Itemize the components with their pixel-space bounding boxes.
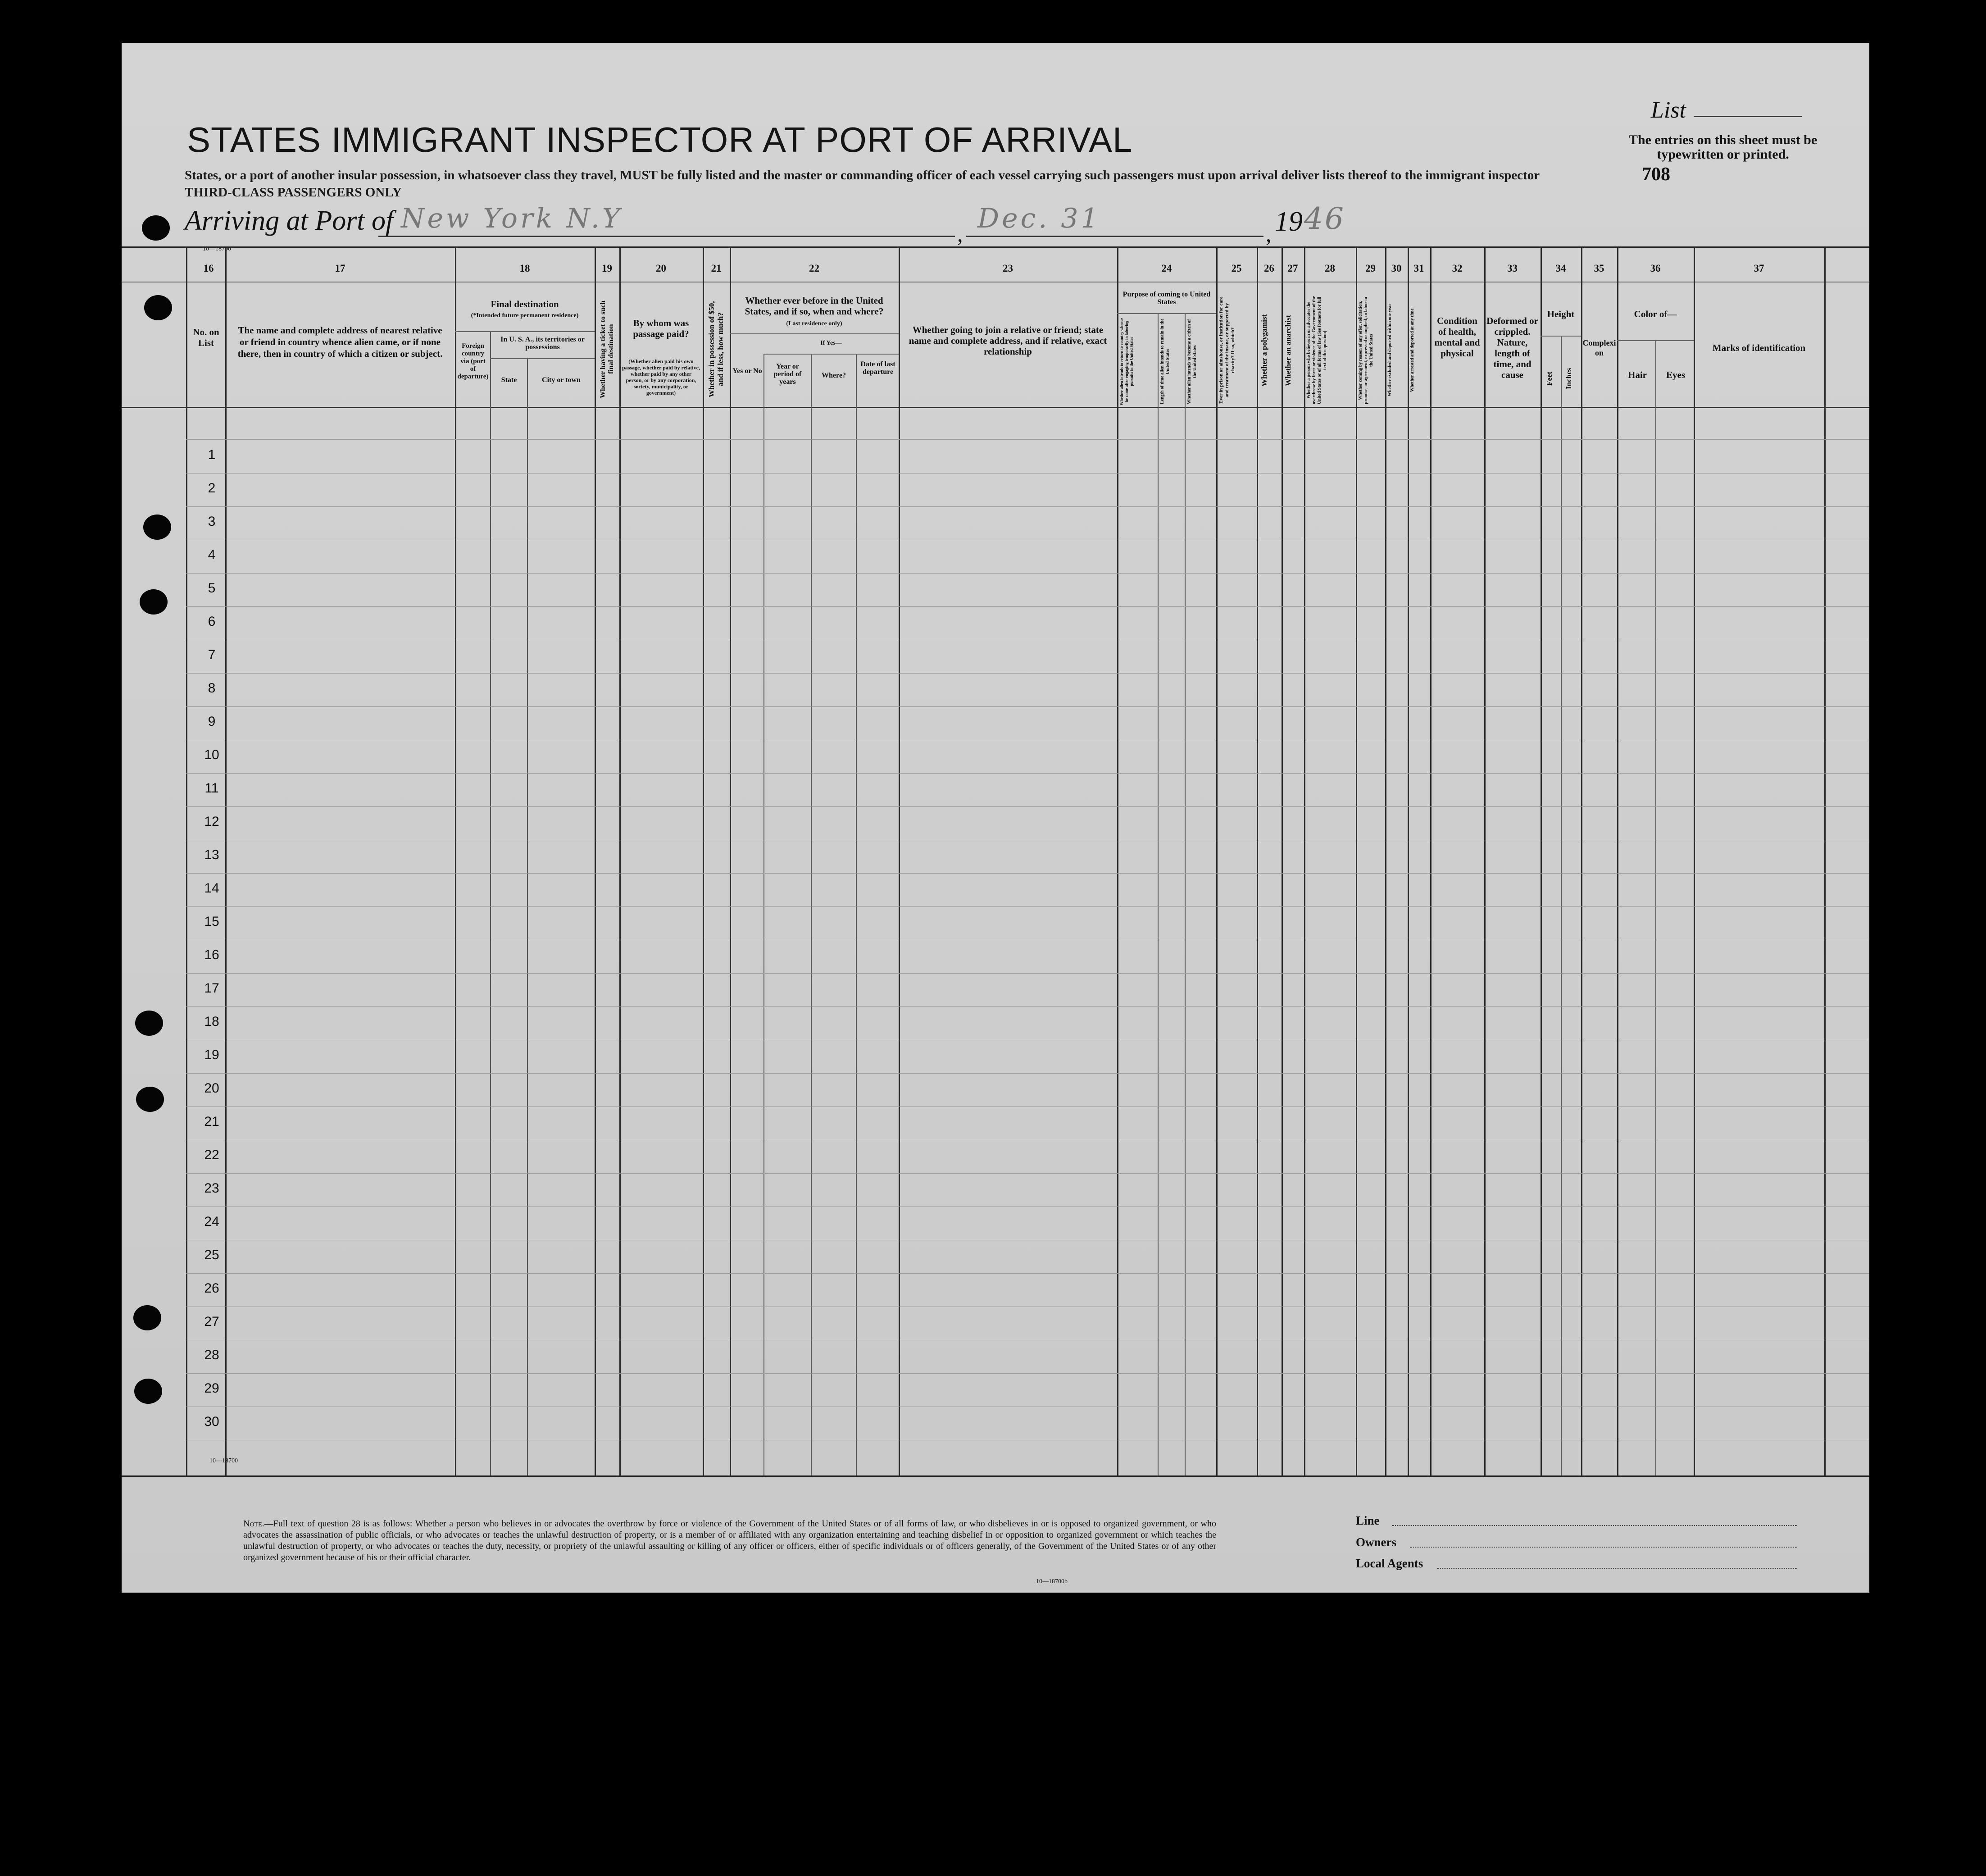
row-number: 30 bbox=[204, 1414, 219, 1429]
row-number: 2 bbox=[208, 481, 216, 496]
owners-label: Owners bbox=[1356, 1535, 1396, 1549]
colno-26: 26 bbox=[1264, 263, 1274, 274]
header-if-yes: If Yes— bbox=[820, 340, 842, 346]
header-passage-paid-note: (Whether alien paid his own passage, whether paid by relative, whether paid by any other person, or by any corporation, society, municipality, or government) bbox=[622, 358, 700, 396]
header-foreign-country: Foreign country via (port of departure) bbox=[457, 342, 489, 380]
colno-21: 21 bbox=[711, 263, 722, 274]
col-divider bbox=[1282, 246, 1283, 1475]
col-divider bbox=[1581, 246, 1582, 1475]
row-number: 12 bbox=[204, 814, 219, 829]
header-color-of: Color of— bbox=[1634, 309, 1677, 319]
colno-29: 29 bbox=[1365, 263, 1376, 274]
col-divider bbox=[1304, 246, 1305, 1475]
header-fifty-dollars: Whether in possession of $50, and if less, how much? bbox=[707, 301, 725, 397]
row-number: 16 bbox=[204, 947, 219, 962]
subheader-line bbox=[455, 331, 595, 332]
colno-19: 19 bbox=[602, 263, 612, 274]
row-number: 22 bbox=[204, 1147, 219, 1162]
header-deformed: Deformed or crippled. Nature, length of time, and cause bbox=[1486, 315, 1538, 380]
port-handwritten: New York N.Y bbox=[401, 203, 623, 234]
col-divider bbox=[1617, 246, 1618, 1475]
col-subdivider bbox=[1158, 313, 1159, 1475]
table-top-border bbox=[122, 246, 1869, 248]
row-number: 18 bbox=[204, 1014, 219, 1029]
subheader-line bbox=[1117, 313, 1216, 314]
col-divider bbox=[1216, 246, 1218, 1475]
row-number: 29 bbox=[204, 1381, 219, 1396]
col-divider bbox=[595, 246, 596, 1475]
col-divider bbox=[1117, 246, 1118, 1475]
colno-35: 35 bbox=[1594, 263, 1604, 274]
punch-hole bbox=[140, 589, 168, 615]
colno-37: 37 bbox=[1754, 263, 1764, 274]
header-polygamist: Whether a polygamist bbox=[1260, 314, 1268, 387]
year-prefix: 19 bbox=[1275, 206, 1303, 237]
col-divider bbox=[703, 246, 704, 1475]
line-field bbox=[1392, 1525, 1797, 1526]
col-subdivider bbox=[527, 358, 528, 1475]
colno-32: 32 bbox=[1452, 263, 1463, 274]
punch-hole bbox=[136, 1087, 164, 1112]
colno-24: 24 bbox=[1161, 263, 1172, 274]
header-final-destination-note: (*Intended future permanent residence) bbox=[471, 312, 579, 319]
row-number: 21 bbox=[204, 1114, 219, 1129]
row-number: 10 bbox=[204, 747, 219, 762]
punch-hole bbox=[133, 1305, 161, 1330]
class-line: THIRD-CLASS PASSENGERS ONLY bbox=[185, 185, 402, 200]
date-field-line bbox=[966, 236, 1263, 237]
row-number: 23 bbox=[204, 1181, 219, 1196]
punch-hole bbox=[144, 295, 172, 320]
row-number: 7 bbox=[208, 647, 216, 662]
subtitle: States, or a port of another insular possession, in whatsoever class they travel, MUST be fully listed and the master or commanding officer of each vessel carrying such passengers must upon arrival deliver lists thereof to the immigrant inspector bbox=[185, 168, 1540, 182]
header-nearest-relative: The name and complete address of nearest relative or friend in country whence alien came, or if none there, then in country of which a citizen or subject. bbox=[237, 325, 443, 359]
colno-22: 22 bbox=[809, 263, 819, 274]
col-divider bbox=[899, 246, 900, 1475]
date-handwritten: Dec. 31 bbox=[977, 203, 1101, 234]
header-where: Where? bbox=[822, 372, 846, 379]
header-years: Year or period of years bbox=[773, 363, 802, 386]
colno-25: 25 bbox=[1231, 263, 1242, 274]
col-divider bbox=[1408, 246, 1409, 1475]
colno-16: 16 bbox=[203, 263, 214, 274]
row-number: 19 bbox=[204, 1047, 219, 1062]
header-purpose-return: Whether alien intends to return to country whence he came after engaging temporarily in laboring pursuits in the United States bbox=[1119, 318, 1134, 405]
subheader-line bbox=[730, 333, 899, 334]
port-field-line bbox=[378, 236, 955, 237]
row-number: 27 bbox=[204, 1314, 219, 1329]
subheader-line bbox=[1541, 336, 1581, 337]
header-arrested: Whether arrested and deported at any time bbox=[1410, 308, 1415, 392]
colno-34: 34 bbox=[1555, 263, 1566, 274]
header-complexion: Complexion bbox=[1582, 338, 1616, 357]
header-no-on-list: No. on List bbox=[193, 327, 219, 348]
header-ever-before: Whether ever before in the United States, and if so, when and where? bbox=[745, 295, 884, 317]
colno-27: 27 bbox=[1287, 263, 1298, 274]
header-excluded: Whether excluded and deported within one year bbox=[1387, 304, 1392, 397]
sheet-number: 708 bbox=[1642, 164, 1670, 185]
header-health: Condition of health, mental and physical bbox=[1434, 315, 1480, 359]
header-in-usa: In U. S. A., its territories or possessions bbox=[500, 336, 585, 351]
form-code-bottom: 10—18700 bbox=[209, 1457, 238, 1464]
row-number: 4 bbox=[208, 547, 216, 562]
col-divider bbox=[1541, 246, 1542, 1475]
colno-20: 20 bbox=[656, 263, 666, 274]
year-handwritten: 46 bbox=[1304, 201, 1345, 236]
row-number: 3 bbox=[208, 514, 216, 529]
colno-28: 28 bbox=[1325, 263, 1335, 274]
table-bottom-border bbox=[122, 1475, 1869, 1477]
header-yes-no: Yes or No bbox=[732, 367, 762, 375]
colno-36: 36 bbox=[1650, 263, 1661, 274]
col-divider bbox=[1824, 246, 1826, 1475]
row-number: 13 bbox=[204, 847, 219, 862]
owners-field bbox=[1410, 1547, 1797, 1548]
punch-hole bbox=[143, 515, 171, 540]
footnote-text: —Full text of question 28 is as follows: Whether a person who believes in or advocates the overthrow by force or violence of the Government of the United States or of all forms of law, or who disbelieves in or is opposed to organized government, or who advocates the assassination of public officials, or who advocates or teaches the unlawful destruction of property, or is a member of or affiliated with any organization entertaining and teaching disbelief in or opposition to organized government or which teaches the unlawful destruction of property, or who advocates or teaches the duty, necessity, or propriety of the unlawful assaulting or killing of any officer or officers, either of specific individuals or of officers generally, of the Government of the United States or of any other organized government because of his or their official character. bbox=[243, 1519, 1216, 1562]
col-subdivider bbox=[856, 354, 857, 1475]
header-eyes: Eyes bbox=[1666, 369, 1685, 380]
colno-17: 17 bbox=[335, 263, 345, 274]
col-divider bbox=[225, 246, 227, 1475]
col-divider bbox=[1385, 246, 1386, 1475]
header-inches: Inches bbox=[1564, 368, 1573, 389]
col-divider bbox=[619, 246, 621, 1475]
row-number: 5 bbox=[208, 581, 216, 596]
row-number: 1 bbox=[208, 447, 216, 462]
header-purpose: Purpose of coming to United States bbox=[1123, 291, 1211, 306]
form-code-top: 10—18700 bbox=[203, 246, 231, 252]
line-label: Line bbox=[1356, 1514, 1380, 1527]
col-subdivider bbox=[763, 354, 764, 1475]
subheader-line bbox=[763, 354, 899, 355]
local-agents-field bbox=[1437, 1568, 1797, 1569]
colno-18: 18 bbox=[519, 263, 530, 274]
comma-separator: , bbox=[957, 221, 963, 246]
col-divider bbox=[730, 246, 731, 1475]
list-field-line bbox=[1694, 116, 1802, 117]
col-subdivider bbox=[490, 331, 491, 1475]
header-purpose-length: Length of time alien intends to remain in the United States bbox=[1160, 319, 1170, 405]
form-code-footer: 10—18700b bbox=[1036, 1578, 1068, 1585]
punch-hole bbox=[134, 1379, 162, 1404]
row-number: 9 bbox=[208, 714, 216, 729]
col-subdivider bbox=[811, 354, 812, 1475]
row-number: 15 bbox=[204, 914, 219, 929]
header-question-28: Whether a person who believes in or advocates the overthrow by force or violence of the Government of the United States or of all forms of law (See footnote for full text of this question) bbox=[1306, 296, 1327, 405]
row-number: 14 bbox=[204, 881, 219, 896]
row-number: 26 bbox=[204, 1281, 219, 1296]
col-divider bbox=[1430, 246, 1432, 1475]
colno-30: 30 bbox=[1391, 263, 1402, 274]
col-subdivider bbox=[1655, 340, 1656, 1475]
header-city: City or town bbox=[542, 376, 581, 384]
subheader-line bbox=[1617, 340, 1694, 341]
footnote bbox=[243, 1518, 1216, 1563]
colno-33: 33 bbox=[1507, 263, 1518, 274]
header-prison: Ever in prison or almshouse, or institution for care and treatment of the insane, or supported by charity? If so, which? bbox=[1218, 296, 1236, 404]
header-purpose-citizen: Whether alien intends to become a citizen of the United States bbox=[1187, 319, 1197, 404]
header-join-relative: Whether going to join a relative or friend; state name and complete address, and if relative, exact relationship bbox=[909, 324, 1107, 357]
header-ticket: Whether having a ticket to such final destination bbox=[599, 300, 615, 398]
col-divider bbox=[1356, 246, 1357, 1475]
col-divider bbox=[1694, 246, 1695, 1475]
header-marks: Marks of identification bbox=[1712, 342, 1806, 353]
row-number: 24 bbox=[204, 1214, 219, 1229]
arriving-label: Arriving at Port of bbox=[185, 205, 394, 236]
header-hair: Hair bbox=[1628, 369, 1647, 380]
comma-separator-2: , bbox=[1266, 221, 1272, 246]
subheader-line bbox=[490, 358, 595, 359]
header-date-departure: Date of last departure bbox=[860, 360, 895, 376]
row-number: 6 bbox=[208, 614, 216, 629]
manifest-sheet bbox=[122, 43, 1869, 1593]
header-passage-paid: By whom was passage paid? bbox=[633, 318, 689, 339]
punch-hole bbox=[135, 1011, 163, 1036]
typewritten-instruction: The entries on this sheet must be typewritten or printed. bbox=[1628, 132, 1818, 162]
colno-23: 23 bbox=[1003, 263, 1013, 274]
colno-31: 31 bbox=[1413, 263, 1424, 274]
header-final-destination: Final destination bbox=[491, 299, 559, 310]
list-label: List bbox=[1651, 97, 1686, 123]
col-divider bbox=[455, 246, 456, 1475]
col-divider bbox=[1484, 246, 1486, 1475]
row-number: 28 bbox=[204, 1348, 219, 1362]
row-number: 17 bbox=[204, 981, 219, 996]
row-number: 8 bbox=[208, 681, 216, 696]
col-divider bbox=[186, 246, 187, 1475]
page-title: STATES IMMIGRANT INSPECTOR AT PORT OF ARRIVAL bbox=[187, 120, 1133, 159]
header-state: State bbox=[501, 376, 517, 384]
header-height: Height bbox=[1547, 309, 1575, 319]
row-number: 11 bbox=[205, 781, 219, 796]
header-anarchist: Whether an anarchist bbox=[1284, 314, 1292, 386]
footnote-label: Note. bbox=[243, 1519, 264, 1529]
header-bottom-border bbox=[122, 407, 1869, 408]
header-labor-offer: Whether coming by reason of any offer, solicitation, promise, or agreement, expressed or implied, to labor in the United States bbox=[1358, 296, 1374, 404]
col-subdivider bbox=[1185, 313, 1186, 1475]
header-ever-before-note: (Last residence only) bbox=[786, 320, 842, 327]
punch-hole bbox=[142, 215, 170, 241]
local-agents-label: Local Agents bbox=[1356, 1557, 1423, 1570]
col-divider bbox=[1257, 246, 1258, 1475]
row-number: 20 bbox=[204, 1081, 219, 1096]
row-number: 25 bbox=[204, 1248, 219, 1262]
header-feet: Feet bbox=[1545, 371, 1554, 386]
